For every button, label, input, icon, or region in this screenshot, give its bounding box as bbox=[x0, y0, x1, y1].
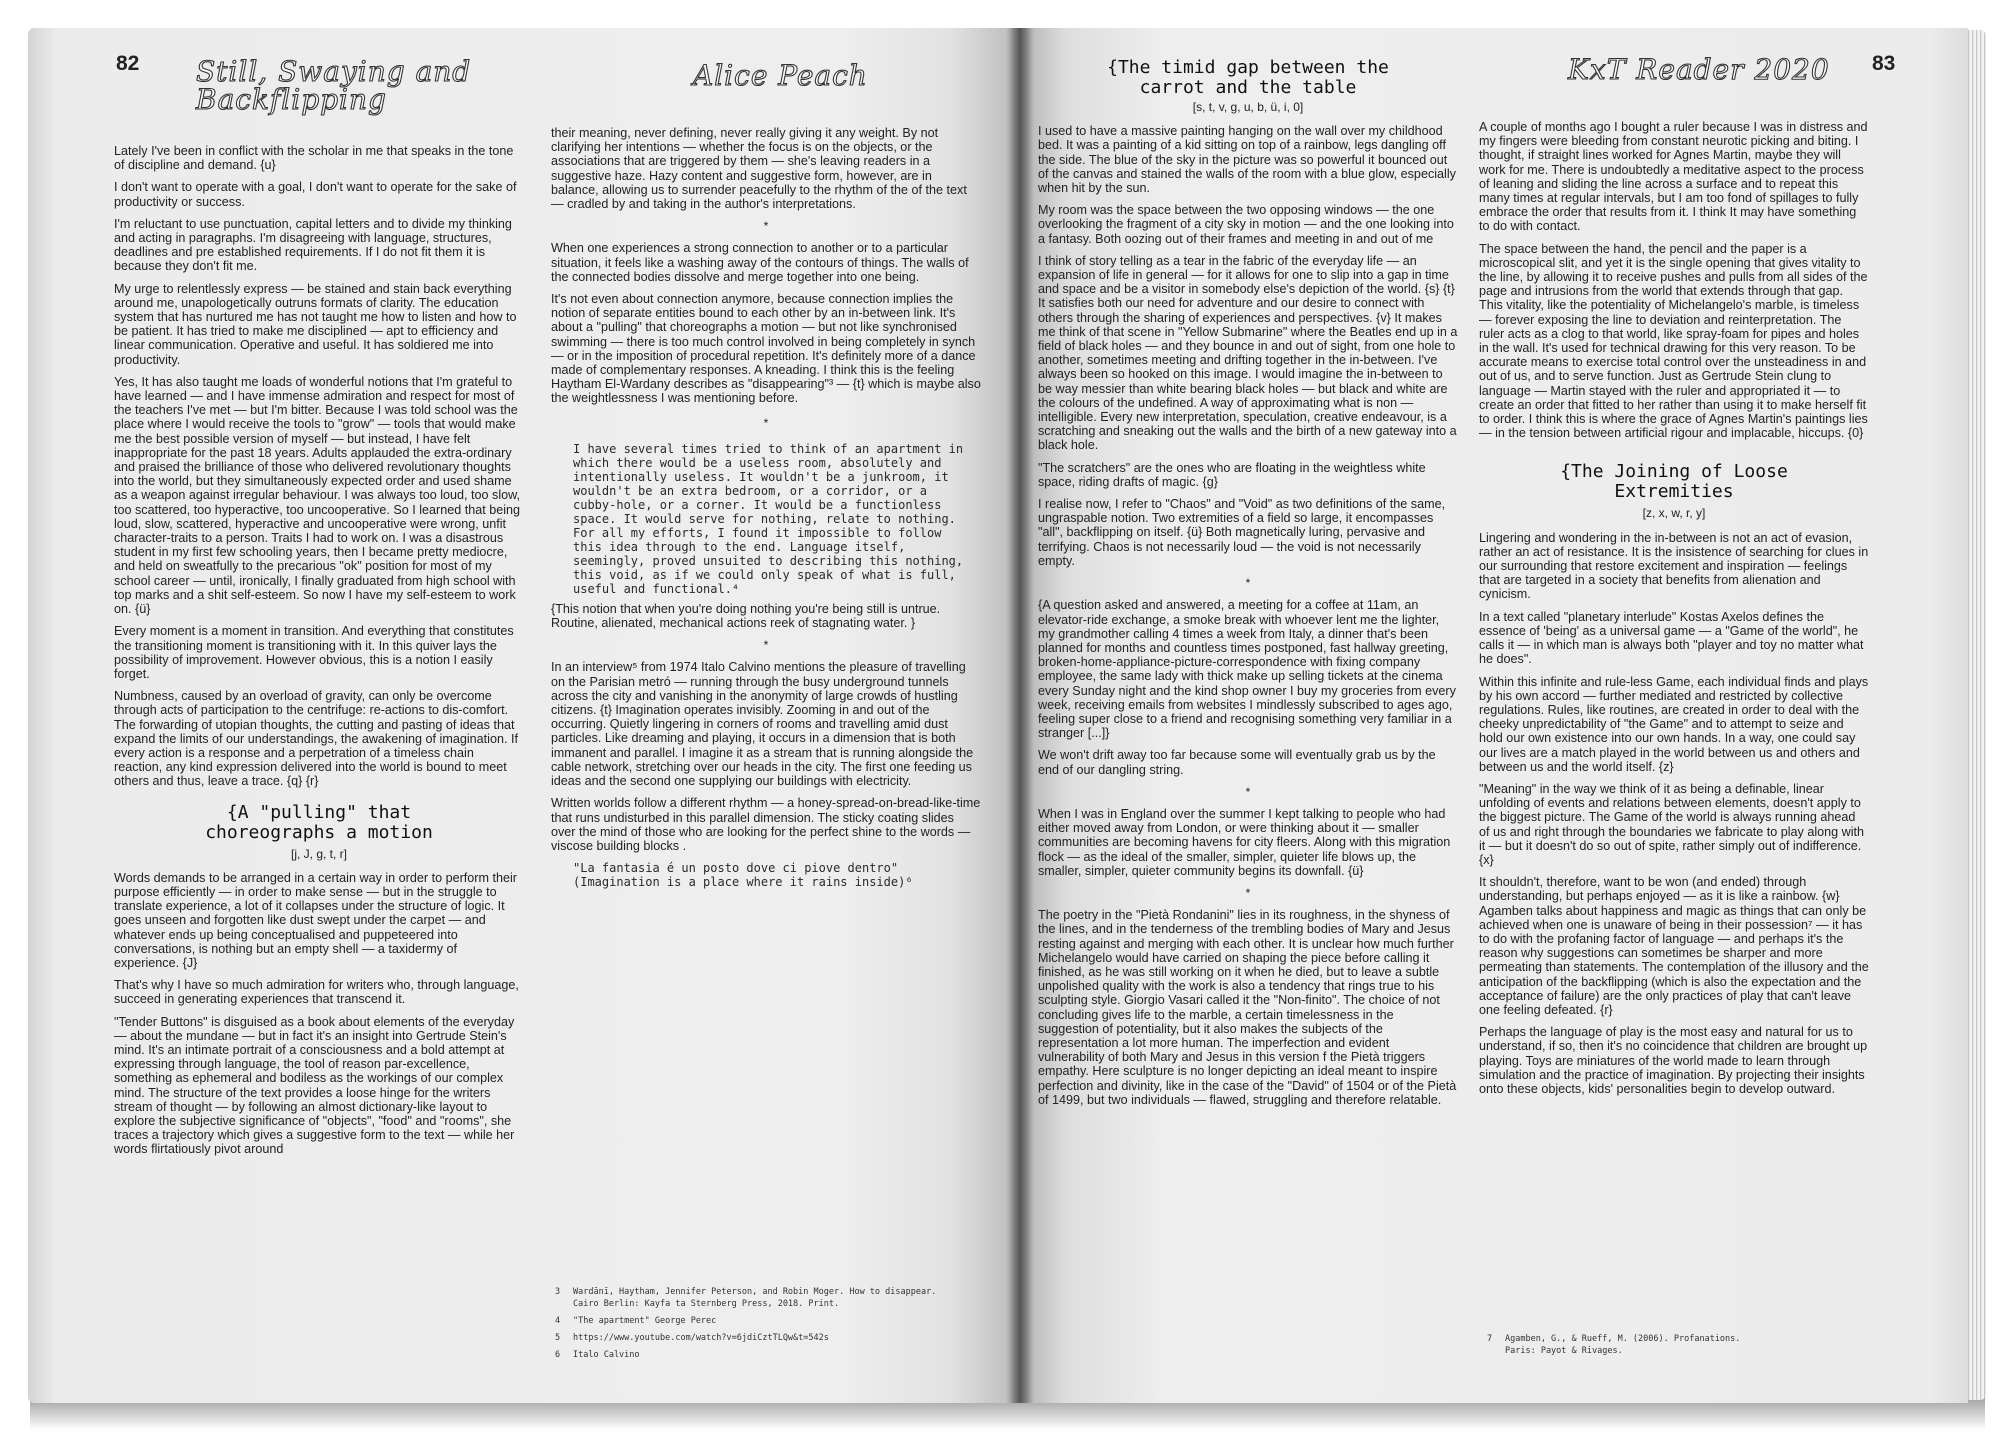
footnote bbox=[555, 1286, 943, 1310]
separator: * bbox=[1245, 576, 1251, 591]
paragraph: When I was in England over the summer I kept talking to people who had either moved away from London, or were thinking about it — smaller communities are becoming havens for city fleers. Along with this migration flock — as the ideal of the smaller, simpler, quieter life blows up, the smaller, simpler, quieter community begins its downfall. {ü} bbox=[1038, 806, 1451, 878]
paragraph: It shouldn't, therefore, want to be won (and ended) through understanding, but perhaps enjoyed — as it is like a rainbow. {w} Agamben talks about happiness and magic as things that can only be achieved when one is unaware of being in their possession⁷ — it has to do with the profaning factor of language — and perhaps it's the reason why suggestions can sometimes be sharper and more permeating than statements. The contemplation of the illusory and the anticipation of the backflipping (which is also the expectation and the acceptance of failure) are the only practices of play that can't leave one feeling defeated. {r} bbox=[1479, 875, 1869, 1017]
paragraph: Perhaps the language of play is the most easy and natural for us to understand, if so, then it's no coincidence that children are brought up playing. Toys are miniatures of the world made to learn through simulation and the practice of imagination. By projecting their insights onto these objects, kids' personalities begin to develop outward. bbox=[1479, 1025, 1868, 1096]
footnote-number: 4 bbox=[555, 1316, 561, 1326]
section-heading-loose-extremities: {The Joining of Loose Extremities bbox=[1560, 461, 1788, 503]
footnote-number: 3 bbox=[555, 1287, 561, 1297]
footnote bbox=[555, 1349, 943, 1361]
footnotes-left bbox=[555, 1286, 943, 1366]
paragraph: The space between the hand, the pencil and the paper is a microscopical slit, and yet it is the single opening that gives vitality to the line, by allowing it to receive pushes and pulls from all sides of the page and intrusions from the world that extends through that gap. This vitality, like the potentiality of Michelangelo's marble, is timeless — forever exposing the line to deviation and reinterpretation. The ruler acts as a clog to that world, like spray-foam for pipes and holes in the wall. It's used for technical drawing for this very reason. To be accurate means to exercise total control over the unsteadiness in and out of us, and to serve function. Just as Gertrude Stein clung to language — Martin stayed with the ruler and appropriated it — to create an order that fitted to her rather than using it to make herself fit to order. I think this is where the grace of Agnes Martin's paintings lies — in the tension between artificial rigour and implacable, hiccups. {0} bbox=[1479, 241, 1868, 441]
paragraph: I used to have a massive painting hanging on the wall over my childhood bed. It was a painting of a kid sitting on top of a rainbow, legs dangling off the side. The blue of the sky in the picture was so powerful it bounced out of the canvas and stained the walls of the room with a blue glow, especially when hit by the sun. bbox=[1038, 124, 1456, 196]
footnote-text: "The apartment" George Perec bbox=[573, 1316, 717, 1326]
section-letters: [z, x, w, r, y] bbox=[1642, 506, 1706, 521]
right-page bbox=[1020, 28, 1968, 1403]
footnote bbox=[555, 1332, 943, 1344]
footnote-number: 6 bbox=[555, 1350, 561, 1360]
paragraph: A couple of months ago I bought a ruler because I was in distress and my fingers were bleeding from constant neurotic picking and biting. I thought, if straight lines worked for Agnes Martin, maybe they will work for me. There is undoubtedly a meditative aspect to the process of leaning and sliding the line across a surface and to repeat this many times at regular intervals, but I am too fond of spillages to fully embrace the order that results from it. I think It may have something to do with contact. bbox=[1479, 120, 1868, 234]
right-column-2 bbox=[1479, 120, 1869, 1104]
separator: * bbox=[1245, 784, 1251, 799]
page-number-left: 82 bbox=[116, 52, 140, 75]
paragraph: It's not even about connection anymore, because connection implies the notion of separate entities bound to each other by an in-between link. It's about a "pulling" that choreographs a motion — but not like synchronised swimming — there is too much control involved in being completely in synch — or in the imposition of procedural repetition. It's definitely more of a dance made of complementary responses. A kneading. I think this is the feeling Haytham El-Wardany describes as "disappearing"³ — {t} which is maybe also the weightlessness I was mentioning before. bbox=[551, 292, 981, 406]
calvino-quote: "La fantasia é un posto dove ci piove dentro" (Imagination is a place where it rains inside)⁶ bbox=[573, 861, 913, 890]
paragraph: Yes, It has also taught me loads of wonderful notions that I'm grateful to have learned — and I have immense admiration and respect for most of the teachers I've met — but I'm bitter. Because I was told school was the place where I would receive the tools to "grow" — tools that would make me the best possible version of myself — but instead, I have felt inappropriate for the past 18 years. Adults applauded the extra-ordinary and praised the brilliance of those who delivered revolutionary thoughts into the world, but they simultaneously expected order and used shame as a weapon against irregular behaviour. I was always too loud, too slow, too scattered, too hyperactive, too uncooperative. So I learned that being loud, slow, scattered, hyperactive and uncooperative were wrong, unfit character-traits to a person. Traits I had to work on. I was a disastrous student in my first few schooling years, then I became pretty mediocre, and held on sweatfully to the precarious "ok" position for most of my school career — until, ironically, I finally graduated from high school with top marks and a shit self-esteem. So now I have my self-esteem to work on. {ü} bbox=[114, 374, 521, 617]
paragraph: We won't drift away too far because some will eventually grab us by the end of our dangling string. bbox=[1038, 748, 1436, 777]
running-title-right: KxT Reader 2020 bbox=[1568, 53, 1830, 86]
paragraph: Words demands to be arranged in a certain way in order to perform their purpose efficiently — in order to make sense — but in the struggle to translate experience, a lot of it collapses under the structure of logic. It goes unseen and forgotten like dust swept under the carpet — and whatever ends up being conceptualised and puppeteered into conversations, is nothing but an empty shell — a taxidermy of experience. {J} bbox=[114, 870, 517, 970]
footnote-text: Agamben, G., & Rueff, M. (2006). Profanations. Paris: Payot & Rivages. bbox=[1505, 1334, 1741, 1356]
running-title-left: Still, Swaying and Backflipping bbox=[196, 55, 472, 116]
book-gutter bbox=[1006, 28, 1034, 1403]
paragraph: My room was the space between the two opposing windows — the one overlooking the fragment of a city sky in motion — and the one looking into a fantasy. Both oozing out of their frames and meeting in and out of me bbox=[1038, 203, 1454, 246]
footnote-number: 7 bbox=[1487, 1334, 1493, 1344]
footnotes-right bbox=[1487, 1333, 1765, 1362]
paragraph: In a text called "planetary interlude" Kostas Axelos defines the essence of 'being' as a universal game — a "Game of the world", he calls it — in which man is always both "player and toy no matter what he does". bbox=[1479, 609, 1864, 667]
paragraph: I don't want to operate with a goal, I don't want to operate for the sake of productivity or success. bbox=[114, 180, 517, 209]
paragraph: Within this infinite and rule-less Game, each individual finds and plays by his own accord — further mediated and restricted by collective regulations. Rules, like routines, are created in order to deal with the cheeky unpredictability of "the Game" and to attempt to seize and hold our own existence into our own hands. In a way, one could say our lives are a match played in the world between us and others and between us and the world itself. {z} bbox=[1479, 674, 1869, 774]
left-page bbox=[28, 28, 1020, 1403]
left-column-2 bbox=[551, 126, 981, 897]
footnote-number: 5 bbox=[555, 1333, 561, 1343]
paragraph: Written worlds follow a different rhythm — a honey-spread-on-bread-like-time that runs undisturbed in this parallel dimension. The sticky coating slides over the mind of those who are looking for the perfect shine to the words — viscose building blocks . bbox=[551, 796, 981, 853]
footnote-text: Italo Calvino bbox=[573, 1350, 640, 1360]
paragraph: Every moment is a moment in transition. And everything that constitutes the transitioning moment is transitioning with it. In this quiver lays the possibility of improvement. However obvious, this is a notion I easily forget. bbox=[114, 624, 514, 681]
separator: * bbox=[1245, 885, 1251, 900]
separator: * bbox=[763, 415, 769, 430]
paragraph: {This notion that when you're doing nothing you're being still is untrue. Routine, alienated, mechanical actions reek of stagnating water. } bbox=[551, 601, 941, 631]
footnote bbox=[1487, 1333, 1765, 1357]
paragraph: My urge to relentlessly express — be stained and stain back everything around me, unapologetically outruns formats of clarity. The education system that has nurtured me has not taught me how to listen and how to be patient. It has tried to make me disciplined — apt to efficiency and linear communication. Operative and useful. It has soldiered me into productivity. bbox=[114, 281, 517, 367]
paragraph: Lingering and wondering in the in-between is not an act of evasion, rather an act of resistance. It is the insistence of searching for clues in our surrounding that restore excitement and inspiration — feelings that are targeted in a society that benefits from alienation and cynicism. bbox=[1479, 530, 1869, 602]
separator: * bbox=[763, 219, 769, 234]
paragraph: That's why I have so much admiration for writers who, through language, succeed in generating experiences that transcend it. bbox=[114, 978, 519, 1007]
right-column-1 bbox=[1038, 58, 1458, 1115]
paragraph: When one experiences a strong connection to another or to a particular situation, it feels like a washing away of the contours of things. The walls of the connected bodies dissolve and merge together into one being. bbox=[551, 241, 969, 284]
separator: * bbox=[763, 638, 769, 653]
paragraph: "Meaning" in the way we think of it as being a definable, linear unfolding of events and relations between elements, doesn't apply to the biggest picture. The Game of the world is always running ahead of us and right through the boundaries we fabricate to play along with it — but it doesn't do so out of spite, rather simply out of indifference. {x} bbox=[1479, 781, 1865, 867]
perec-quote: I have several times tried to think of an apartment in which there would be a useless room, absolutely and intentionally useless. It wouldn't be a junkroom, it wouldn't be an extra bedroom, or a corridor, or a cubby-hole, or a corner. It would be a functionless space. It would serve for nothing, relate to nothing. For all my efforts, I found it impossible to follow this idea through to the end. Language itself, seemingly, proved unsuited to describing this nothing, this void, as if we could only speak of what is full, useful and functional.⁴ bbox=[573, 441, 964, 596]
footnote-text: https://www.youtube.com/watch?v=6jdiCztTLQw&t=542s bbox=[573, 1333, 829, 1343]
footnote bbox=[555, 1315, 943, 1327]
paragraph: I'm reluctant to use punctuation, capital letters and to divide my thinking and acting in paragraphs. I'm disagreeing with language, structures, deadlines and pre established requirements. If I do not fit them it is because they don't fit me. bbox=[114, 216, 512, 274]
paragraph: Lately I've been in conflict with the scholar in me that speaks in the tone of discipline and demand. {u} bbox=[114, 144, 514, 173]
paragraph: "Tender Buttons" is disguised as a book about elements of the everyday — about the mundane — but in fact it's an insight into Gertrude Stein's mind. It's an intimate portrait of a consciousness and a bold attempt at expressing through language, the tool of reason par-excellence, something as ephemeral and bodiless as the workings of our complex mind. The structure of the text provides a loose hinge for the writers stream of thought — by following an almost dictionary-like layout to explore the subjective significance of "objects", "food" and "rooms", she traces a trajectory which gives a suggestive form to the text — while her words flirtatiously pivot around bbox=[114, 1014, 515, 1157]
paragraph: The poetry in the "Pietà Rondanini" lies in its roughness, in the shyness of the lines, and in the tenderness of the trembling bodies of Mary and Jesus resting against and merging with each other. It is unclear how much further Michelangelo would have carried on shaping the piece before calling it finished, as he was still working on it when he died, but to leave a subtle unpolished quality with the work is also a tendency that rings true to his sculpting style. Giorgio Vasari called it the "Non-finito". The choice of not concluding gives life to the marble, a certain timelessness in the suggestion of potentiality, but it also makes the subjects of the representation a lot more human. The imperfection and evident vulnerability of both Mary and Jesus in this version f the Pietà triggers empathy. Here sculpture is no longer depicting an ideal meant to inspire perfection and divinity, like in the case of the "David" of 1504 or of the Pietà of 1499, but two individuals — flawed, struggling and therefore relatable. bbox=[1038, 908, 1457, 1107]
section-heading-timid-gap: {The timid gap between the carrot and the table bbox=[1107, 57, 1389, 98]
left-column-1 bbox=[114, 144, 524, 1165]
section-heading-pulling: {A "pulling" that choreographs a motion bbox=[205, 801, 433, 843]
paragraph: I realise now, I refer to "Chaos" and "Void" as two definitions of the same, ungraspable notion. Two extremities of a field so large, it encompasses "all", backflipping on itself. {ü} Both magnetically luring, pervasive and terrifying. Chaos is not necessarily loud — the void is not necessarily empty. bbox=[1038, 497, 1446, 568]
page-number-right: 83 bbox=[1872, 52, 1896, 75]
paragraph: "The scratchers" are the ones who are floating in the weightless white space, riding drafts of magic. {g} bbox=[1038, 460, 1426, 489]
section-letters: [s, t, v, g, u, b, ü, i, 0] bbox=[1192, 100, 1304, 114]
section-letters: [j, J, g, t, r] bbox=[290, 846, 347, 861]
paragraph: {A question asked and answered, a meeting for a coffee at 11am, an elevator-ride exchange, a smoke break with whoever lent me the lighter, my grandmother calling 4 times a week from Italy, a dinner that's been planned for months and countless times postponed, fast hallway greeting, broken-home-appliance-picture-correspondence with fixing company employee, the same lady with thick make up selling tickets at the cinema every Sunday night and the kind shop owner I buy my groceries from every week, receiving emails from websites I mindlessly subscribed to ages ago, feeling super close to a friend and recognising something very familiar in a stranger [...]} bbox=[1038, 598, 1456, 741]
paragraph: I think of story telling as a tear in the fabric of the everyday life — an expansion of life in general — for it allows for one to slip into a gap in time and space and be a visitor in somebody else's depiction of the world. {s} {t} It satisfies both our need for adventure and our desire to connect with others through the sharing of experiences and perspectives. {v} It makes me think of that scene in "Yellow Submarine" where the Beatles end up in a field of black holes — and they bounce in and out of sight, from one hole to another, sometimes meeting and drifting together in the in-between. I've always been so hooked on this image. I would imagine the in-between to be way messier than white bearing black holes — but black and white are the colours of the undefined. A way of approximating what is non — intelligible. Every new interpretation, speculation, creative endeavour, is a scratching and sneaking out the walls and the birth of a new gateway into a black hole. bbox=[1038, 253, 1458, 453]
running-author: Alice Peach bbox=[693, 59, 868, 92]
footnote-text: Wardānī, Haytham, Jennifer Peterson, and Robin Moger. How to disappear. Cairo Berlin: Kayfa ta Sternberg Press, 2018. Print. bbox=[573, 1287, 937, 1309]
paragraph: their meaning, never defining, never really giving it any weight. By not clarifying her intentions — whether the focus is on the objects, or the associations that are triggered by them — she's leaving readers in a suggestive haze. Hazy content and suggestive form, however, are in balance, allowing us to surrender peacefully to the rhythm of the of the text — cradled by and taking in the author's interpretations. bbox=[551, 126, 967, 212]
paragraph: Numbness, caused by an overload of gravity, can only be overcome through acts of participation to the centrifuge: re-actions to dis-comfort. The forwarding of utopian thoughts, the cutting and pasting of ideas that expand the limits of our understandings, the awakening of imagination. If every action is a response and a perpetration of a timeless chain reaction, any kind expression delivered into the world is bound to meet others and thus, leave a trace. {q} {r} bbox=[114, 689, 518, 789]
paragraph: In an interview⁵ from 1974 Italo Calvino mentions the pleasure of travelling on the Parisian metró — running through the busy underground tunnels across the city and vanishing in the anonymity of large crowds of hustling citizens. {t} Imagination operates invisibly. Zooming in and out of the occurring. Quietly lingering in corners of rooms and travelling amid dust particles. Like dreaming and playing, it occurs in a dimension that is both immanent and parallel. I imagine it as a stream that is running alongside the cable network, stretching over our heads in the city. The first one feeding us ideas and the second one supplying our buildings with electricity. bbox=[551, 660, 974, 789]
